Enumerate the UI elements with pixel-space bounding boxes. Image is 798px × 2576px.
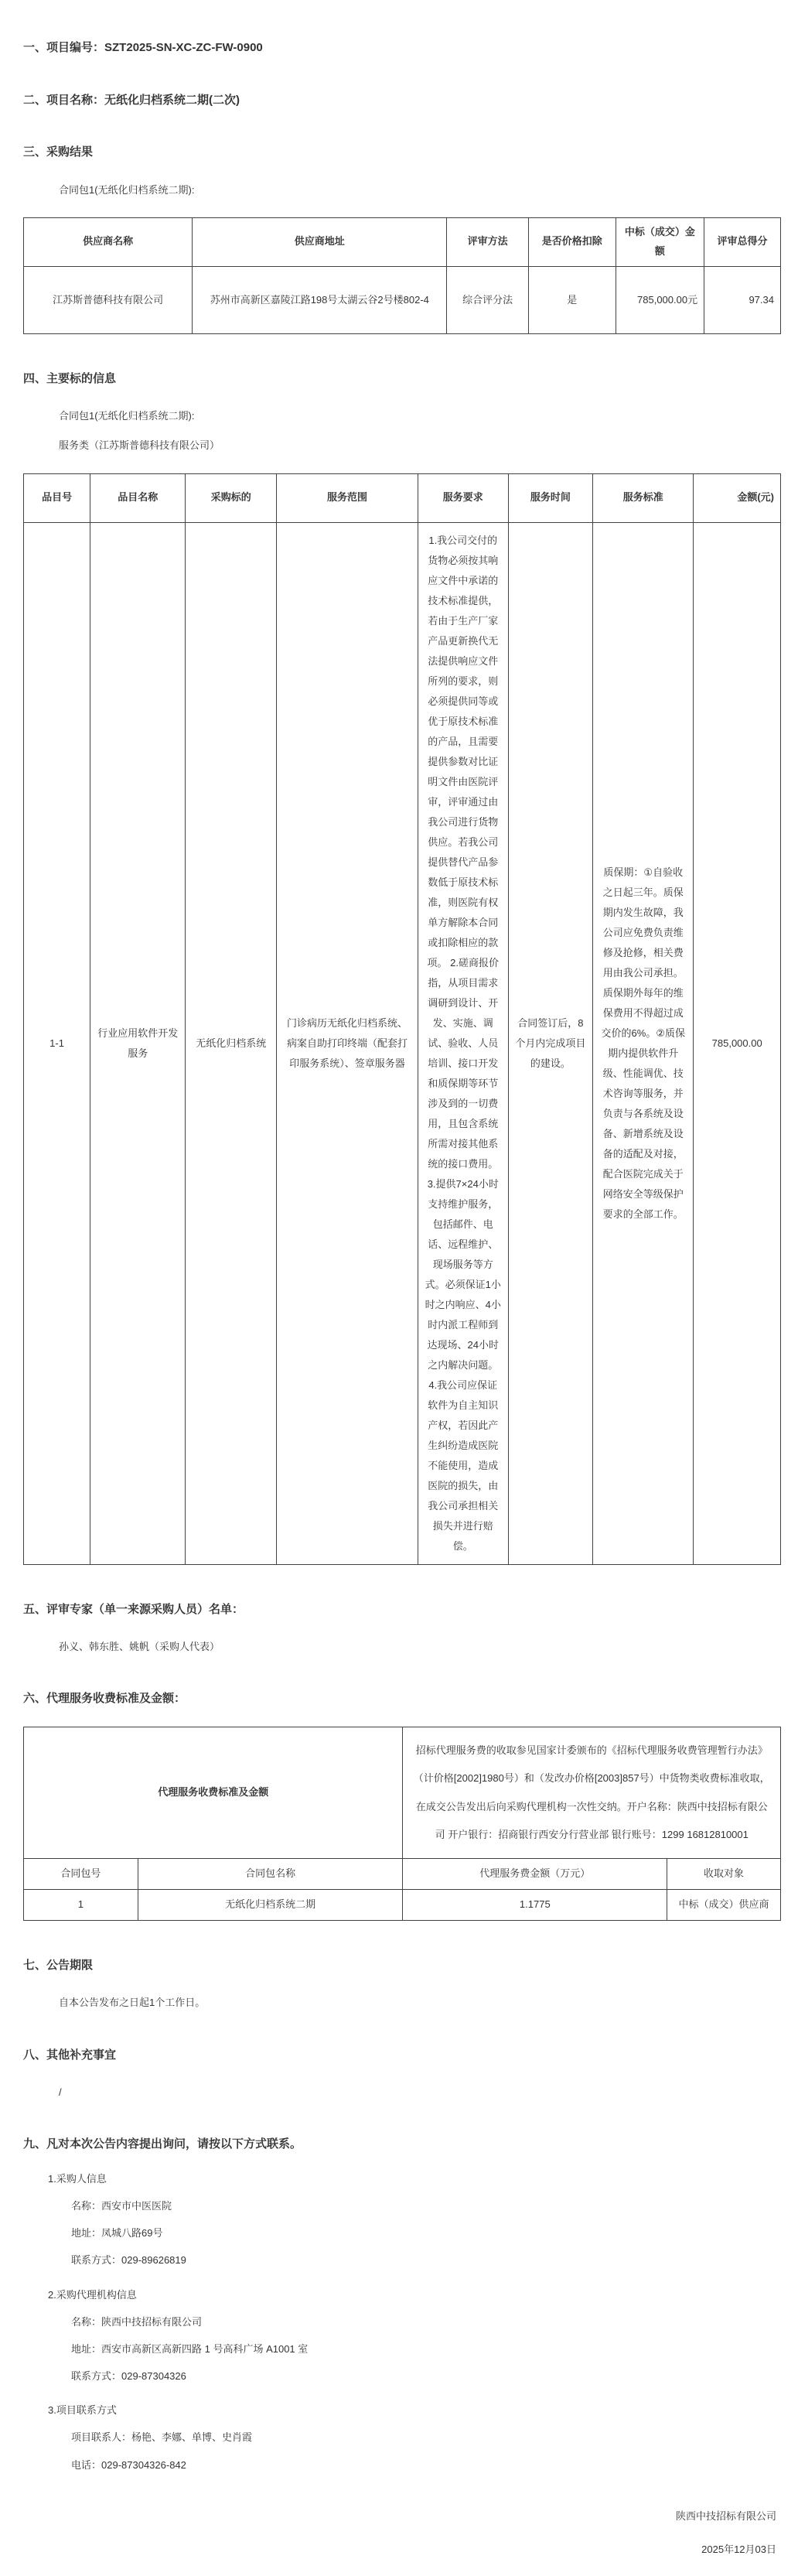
table-header-row bbox=[24, 217, 781, 266]
section-agency-fee-heading: 六、代理服务收费标准及金额： bbox=[23, 1692, 186, 1706]
amount-cell: 785,000.00 bbox=[694, 522, 781, 1564]
section-project-name bbox=[23, 93, 781, 108]
col-service-scope: 服务范围 bbox=[276, 473, 418, 522]
col-service-standard: 服务标准 bbox=[593, 473, 694, 522]
review-method-cell: 综合评分法 bbox=[447, 266, 529, 333]
price-deduction-cell: 是 bbox=[528, 266, 616, 333]
procurement-target-cell: 无纸化归档系统 bbox=[186, 522, 276, 1564]
col-item-no: 品目号 bbox=[24, 473, 90, 522]
signature-date: 2025年12月03日 bbox=[701, 2543, 776, 2555]
col-award-amount: 中标（成交）金额 bbox=[616, 217, 704, 266]
package-name-cell: 无纸化归档系统二期 bbox=[138, 1890, 403, 1921]
col-supplier-name: 供应商名称 bbox=[24, 217, 193, 266]
section-contact-heading: 九、凡对本次公告内容提出询问，请按以下方式联系。 bbox=[23, 2137, 302, 2151]
agency-fee-data-row bbox=[24, 1890, 781, 1921]
other-matters-body: / bbox=[59, 2086, 62, 2099]
project-phone-line: 电话：029-87304326-842 bbox=[71, 2458, 186, 2471]
col-service-time: 服务时间 bbox=[508, 473, 593, 522]
buyer-contact-line: 联系方式：029-89626819 bbox=[71, 2254, 186, 2267]
fee-payer-cell: 中标（成交）供应商 bbox=[667, 1890, 781, 1921]
section-project-number bbox=[23, 40, 781, 56]
service-requirements-cell: 1.我公司交付的货物必须按其响应文件中承诺的技术标准提供，若由于生产厂家产品更新换代无法提供响应文件所列的要求，则必须提供同等或优于原技术标准的产品，且需要提供参数对比证明文件由医院评审，评审通过由我公司进行货物供应。若我公司提供替代产品参数低于原技术标准，则医院有权单方解除本合同或扣除相应的款项。 2.磋商报价指，从项目需求调研到设计、开发、实施、调试、验收、人员培训、接口开发和质保期等环节涉及到的一切费用，且包含系统所需对接其他系统的接口费用。 3.提供7×24小时支持维护服务，包括邮件、电话、远程维护、现场服务等方式。必须保证1小时之内响应、4小时内派工程师到达现场、24小时之内解决问题。 4.我公司应保证软件为自主知识产权，若因此产生纠纷造成医院不能使用，造成医院的损失，由我公司承担相关损失并进行赔偿。 bbox=[418, 522, 509, 1564]
supplier-name-cell: 江苏斯普德科技有限公司 bbox=[24, 266, 193, 333]
col-price-deduction: 是否价格扣除 bbox=[528, 217, 616, 266]
service-time-cell: 合同签订后，8个月内完成项目的建设。 bbox=[508, 522, 593, 1564]
col-total-score: 评审总得分 bbox=[704, 217, 781, 266]
item-no-cell: 1-1 bbox=[24, 522, 90, 1564]
service-category-line: 服务类（江苏斯普德科技有限公司） bbox=[59, 439, 220, 452]
service-standard-cell: 质保期：①自验收之日起三年。质保期内发生故障，我公司应免费负责维修及抢修，相关费用由我公司承担。质保期外每年的维保费用不得超过成交价的6%。②质保期内提供软件升级、性能调优、技术咨询等服务，并负责与各系统及设备、新增系统及设备的适配及对接，配合医院完成关于网络安全等级保护要求的全部工作。 bbox=[593, 522, 694, 1564]
col-fee-payer: 收取对象 bbox=[667, 1859, 781, 1890]
total-score-cell: 97.34 bbox=[704, 266, 781, 333]
col-supplier-address: 供应商地址 bbox=[193, 217, 447, 266]
table-row bbox=[24, 266, 781, 333]
col-procurement-target: 采购标的 bbox=[186, 473, 276, 522]
agency-fee-table bbox=[23, 1727, 781, 1921]
col-package-no: 合同包号 bbox=[24, 1859, 138, 1890]
award-amount-cell: 785,000.00元 bbox=[616, 266, 704, 333]
package-no-cell: 1 bbox=[24, 1890, 138, 1921]
agency-fee-subheader-row bbox=[24, 1859, 781, 1890]
section-experts-heading: 五、评审专家（单一来源采购人员）名单： bbox=[23, 1602, 244, 1616]
col-item-name: 品目名称 bbox=[90, 473, 186, 522]
contract-package-line: 合同包1(无纸化归档系统二期): bbox=[59, 183, 195, 196]
col-agency-fee-amount: 代理服务费金额（万元） bbox=[403, 1859, 667, 1890]
section-main-subject-heading: 四、主要标的信息 bbox=[23, 371, 117, 385]
project-name-label: 二、项目名称： bbox=[23, 93, 105, 107]
project-contact-title: 3.项目联系方式 bbox=[48, 2404, 117, 2417]
section-other-matters-heading: 八、其他补充事宜 bbox=[23, 2048, 117, 2062]
contract-package-line-2: 合同包1(无纸化归档系统二期): bbox=[59, 410, 195, 422]
buyer-name-line: 名称：西安市中医医院 bbox=[71, 2199, 172, 2212]
agency-contact-line: 联系方式：029-87304326 bbox=[71, 2370, 186, 2383]
agency-fee-amount-cell: 1.1775 bbox=[403, 1890, 667, 1921]
col-package-name: 合同包名称 bbox=[138, 1859, 403, 1890]
experts-names: 孙义、韩东胜、姚帆（采购人代表） bbox=[59, 1641, 220, 1653]
agency-fee-desc-row bbox=[24, 1727, 781, 1859]
agency-fee-desc-cell: 招标代理服务费的收取参见国家计委颁布的《招标代理服务收费管理暂行办法》（计价格[2002]1980号）和（发改办价格[2003]857号）中货物类收费标准收取，在成交公告发出后向采购代理机构一次性交纳。开户名称：陕西中技招标有限公司 开户银行：招商银行西安分行营业部 银行账号：1299 16812810001 bbox=[403, 1727, 781, 1859]
section-procurement-result-heading: 三、采购结果 bbox=[23, 145, 94, 159]
main-subject-table bbox=[23, 473, 781, 1565]
project-number-label: 一、项目编号： bbox=[23, 41, 105, 54]
notice-period-body: 自本公告发布之日起1个工作日。 bbox=[59, 1997, 206, 2009]
col-service-requirements: 服务要求 bbox=[418, 473, 509, 522]
col-amount: 金额(元) bbox=[694, 473, 781, 522]
buyer-info-title: 1.采购人信息 bbox=[48, 2172, 107, 2185]
agency-address-line: 地址：西安市高新区高新四路 1 号高科广场 A1001 室 bbox=[71, 2342, 309, 2355]
signature-company: 陕西中技招标有限公司 bbox=[675, 2509, 776, 2522]
item-name-cell: 行业应用软件开发服务 bbox=[90, 522, 186, 1564]
procurement-result-table bbox=[23, 217, 781, 334]
project-contacts-line: 项目联系人：杨艳、李娜、单博、史肖霞 bbox=[71, 2431, 253, 2444]
project-number-value: SZT2025-SN-XC-ZC-FW-0900 bbox=[104, 41, 263, 54]
buyer-address-line: 地址：凤城八路69号 bbox=[71, 2227, 163, 2239]
agency-name-line: 名称：陕西中技招标有限公司 bbox=[71, 2315, 203, 2328]
supplier-address-cell: 苏州市高新区嘉陵江路198号太湖云谷2号楼802-4 bbox=[193, 266, 447, 333]
agency-fee-label-cell: 代理服务收费标准及金额 bbox=[24, 1727, 403, 1859]
table-header-row bbox=[24, 473, 781, 522]
agency-info-title: 2.采购代理机构信息 bbox=[48, 2288, 137, 2301]
service-scope-cell: 门诊病历无纸化归档系统、病案自助打印终端（配套打印服务系统）、签章服务器 bbox=[276, 522, 418, 1564]
project-name-value: 无纸化归档系统二期(二次) bbox=[104, 93, 240, 107]
col-review-method: 评审方法 bbox=[447, 217, 529, 266]
signature-block bbox=[23, 2508, 781, 2556]
section-notice-period-heading: 七、公告期限 bbox=[23, 1958, 94, 1972]
table-row bbox=[24, 522, 781, 1564]
